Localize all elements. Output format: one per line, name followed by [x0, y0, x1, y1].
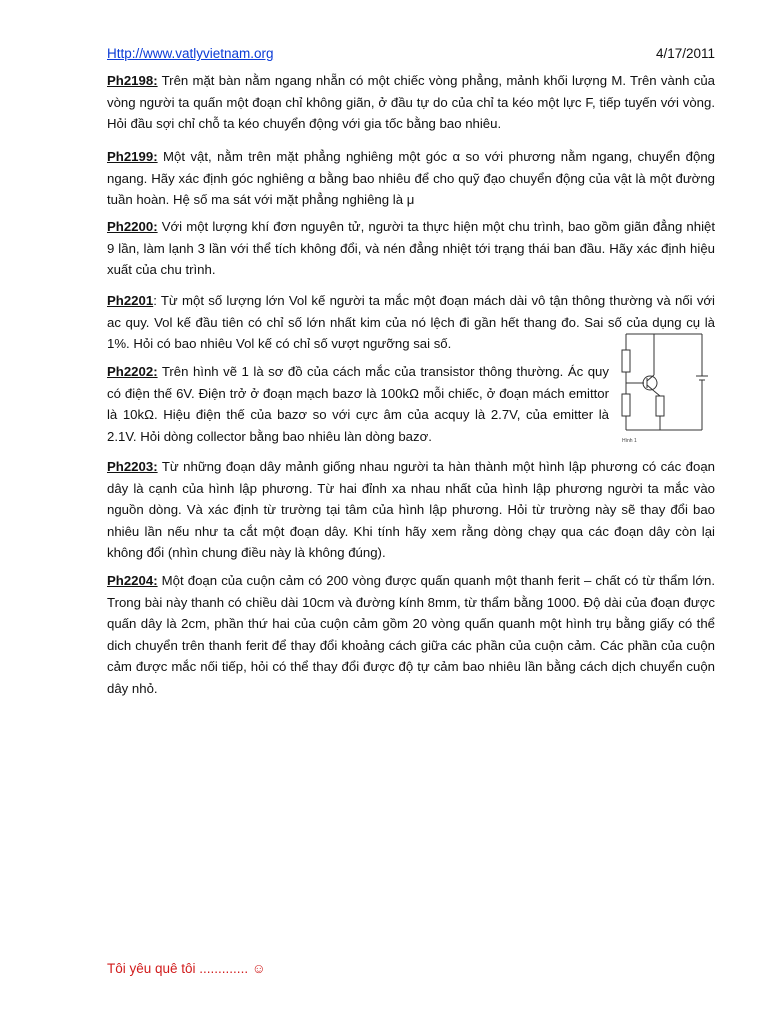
problem-code: Ph2200:: [107, 219, 158, 234]
problem-ph2199: [107, 146, 715, 211]
problem-code: Ph2199:: [107, 149, 158, 164]
problem-text: Với một lượng khí đơn nguyên tử, người ta thực hiện một chu trình, bao gồm giãn đẳng nhiệt 9 lần, làm lạnh 3 lần với thể tích không đổi, và nén đẳng nhiệt tới trạng thái ban đầu. Hãy xác định hiệu xuất của chu trình.: [107, 219, 715, 277]
problem-ph2203: [107, 456, 715, 564]
page-header: [107, 46, 715, 66]
problem-ph2204: [107, 570, 715, 699]
problem-text: Một vật, nằm trên mặt phẳng nghiêng một góc α so với phương nằm ngang, chuyển động ngang. Hãy xác định góc nghiêng α bằng bao nhiêu để cho quỹ đạo chuyển động của vật là một đường tuần hoàn. Hệ số ma sát với mặt phẳng nghiêng là μ: [107, 149, 715, 207]
site-link[interactable]: Http://www.vatlyvietnam.org: [107, 46, 274, 61]
problem-code: Ph2204:: [107, 573, 158, 588]
problem-code: Ph2203:: [107, 459, 158, 474]
problem-text: Trên hình vẽ 1 là sơ đồ của cách mắc của transistor thông thường. Ác quy có điện thế 6V. Điện trở ở đoạn mạch bazơ là 100kΩ mỗi chiếc, ở đoạn mách emittor là 10kΩ. Hiệu điện thế của bazơ so với cực âm của acquy là 2.7V, của emitter là 2.1V. Hỏi dòng collector bằng bao nhiêu làn dòng bazơ.: [107, 364, 609, 444]
problem-ph2198: [107, 70, 715, 135]
problem-ph2200: [107, 216, 715, 281]
problem-text: Từ những đoạn dây mảnh giống nhau người ta hàn thành một hình lập phương có các đoạn dây là cạnh của hình lập phương. Từ hai đỉnh xa nhau nhất của hình lập phương người ta mắc vào nguồn dòng. Và xác định từ trường tại tâm của hình lập phương. Hỏi từ trường này sẽ thay đổi bao nhiêu lần nếu như ta cắt một đoạn dây. Khi tính hãy xem rằng dòng chạy qua các đoạn dây còn lại không đổi (nhìn chung điều này là không đúng).: [107, 459, 715, 560]
transistor-circuit-figure: [618, 326, 718, 444]
figure-caption: Hình 1: [622, 438, 637, 444]
problem-ph2202: [107, 361, 609, 447]
problem-code: Ph2202:: [107, 364, 158, 379]
circuit-diagram: [618, 326, 718, 444]
problem-text: Một đoạn của cuộn cảm có 200 vòng được quấn quanh một thanh ferit – chất có từ thẩm lớn. Trong bài này thanh có chiều dài 10cm và đường kính 8mm, từ thẩm bằng 1000. Độ dài của đoạn được quấn dây là 2cm, phần thứ hai của cuộn cảm gồm 20 vòng quấn quanh một hình trụ bằng giấy có thể dich chuyển trên thanh ferit để thay đổi khoảng cách giữa các phần của cuộn cảm. Các phần của cuộn cảm được mắc nối tiếp, hỏi có thể thay đổi được độ tự cảm bao nhiêu lần bằng cách dịch chuyển cuộn dây nhỏ.: [107, 573, 715, 696]
problem-text: : Từ một số lượng lớn Vol kế người ta mắc một đoạn mách dài vô tận thông thường và nối với ac quy. Vol kế đầu tiên có chỉ số lớn nhất kim của nó lệch đi gần hết thang đo. Sai số của dụng cụ là 1%. Hỏi có bao nhiêu Vol kế có chỉ số vượt ngưỡng sai số.: [107, 293, 715, 351]
page-footer: Tôi yêu quê tôi ............. ☺: [107, 961, 266, 976]
problem-code: Ph2198:: [107, 73, 158, 88]
header-date: 4/17/2011: [655, 46, 715, 61]
problem-text: Trên mặt bàn nằm ngang nhẵn có một chiếc vòng phẳng, mảnh khối lượng M. Trên vành của vòng người ta quấn một đoạn chỉ không giãn, ở đầu tự do của chỉ ta kéo một lực F, tiếp tuyến với vòng. Hỏi đầu sợi chỉ chỗ ta kéo chuyển động với gia tốc bằng bao nhiêu.: [107, 73, 715, 131]
problem-code: Ph2201: [107, 293, 154, 308]
